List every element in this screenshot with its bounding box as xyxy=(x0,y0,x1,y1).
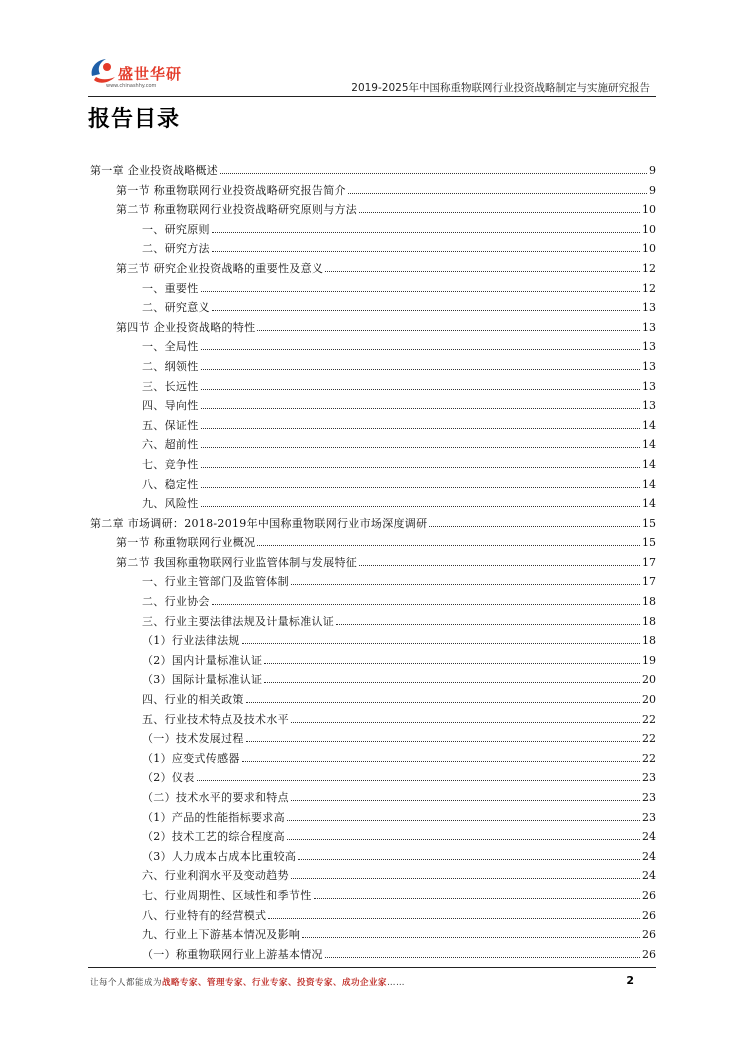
toc-entry-label: 第三节 研究企业投资战略的重要性及意义 xyxy=(116,261,324,275)
toc-entry-label: 二、研究方法 xyxy=(142,242,210,256)
toc-entry-page: 14 xyxy=(642,457,656,471)
toc-leader-dots xyxy=(201,291,641,292)
toc-entry-label: 二、纲领性 xyxy=(142,359,199,373)
toc-entry[interactable] xyxy=(90,867,656,887)
logo-text: 盛世华研 xyxy=(118,65,183,83)
toc-entry-page: 10 xyxy=(642,222,656,236)
toc-leader-dots xyxy=(291,800,640,801)
toc-leader-dots xyxy=(359,565,640,566)
footer-slogan-highlight: 战略专家、管理专家、行业专家、投资专家、成功企业家 xyxy=(162,978,388,988)
toc-leader-dots xyxy=(257,330,640,331)
toc-leader-dots xyxy=(325,957,640,958)
toc-entry[interactable] xyxy=(90,946,656,966)
toc-entry-page: 12 xyxy=(642,281,656,295)
toc-entry[interactable] xyxy=(90,299,656,319)
toc-leader-dots xyxy=(325,271,640,272)
document-title: 2019-2025年中国称重物联网行业投资战略制定与实施研究报告 xyxy=(351,82,650,94)
toc-entry-page: 17 xyxy=(642,575,656,589)
toc-entry-page: 26 xyxy=(642,928,656,942)
page-header xyxy=(88,50,656,96)
toc-entry-page: 18 xyxy=(642,614,656,628)
toc-entry[interactable] xyxy=(90,436,656,456)
toc-entry-page: 18 xyxy=(642,595,656,609)
toc-entry-label: 五、行业技术特点及技术水平 xyxy=(142,712,289,726)
toc-entry-page: 13 xyxy=(642,399,656,413)
toc-entry-page: 24 xyxy=(642,830,656,844)
toc-entry-label: 六、行业利润水平及变动趋势 xyxy=(142,869,289,883)
toc-entry-label: （1）行业法律法规 xyxy=(142,634,240,648)
toc-leader-dots xyxy=(242,761,640,762)
toc-leader-dots xyxy=(197,780,641,781)
toc-entry[interactable] xyxy=(90,554,656,574)
toc-entry-page: 12 xyxy=(642,261,656,275)
toc-leader-dots xyxy=(336,624,640,625)
toc-leader-dots xyxy=(246,741,640,742)
footer-slogan-prefix: 让每个人都能成为 xyxy=(90,978,163,988)
toc-leader-dots xyxy=(201,408,641,409)
toc-leader-dots xyxy=(201,506,641,507)
toc-entry[interactable] xyxy=(90,319,656,339)
toc-entry-label: 二、行业协会 xyxy=(142,595,210,609)
toc-entry[interactable] xyxy=(90,848,656,868)
toc-entry[interactable] xyxy=(90,378,656,398)
page-number: 2 xyxy=(626,974,634,987)
toc-entry[interactable] xyxy=(90,162,656,182)
toc-entry[interactable] xyxy=(90,417,656,437)
toc-entry[interactable] xyxy=(90,397,656,417)
toc-leader-dots xyxy=(201,487,641,488)
toc-entry-page: 15 xyxy=(642,516,656,530)
toc-entry-label: （2）技术工艺的综合程度高 xyxy=(142,830,285,844)
toc-entry[interactable] xyxy=(90,534,656,554)
toc-entry[interactable] xyxy=(90,691,656,711)
toc-entry-page: 9 xyxy=(649,164,656,177)
toc-entry[interactable] xyxy=(90,652,656,672)
toc-entry[interactable] xyxy=(90,769,656,789)
toc-entry[interactable] xyxy=(90,809,656,829)
toc-entry-page: 19 xyxy=(642,653,656,667)
toc-leader-dots xyxy=(242,643,640,644)
toc-entry[interactable] xyxy=(90,182,656,202)
toc-leader-dots xyxy=(291,878,640,879)
toc-leader-dots xyxy=(287,820,640,821)
toc-leader-dots xyxy=(246,702,640,703)
toc-entry-label: （2）仪表 xyxy=(142,771,195,785)
toc-entry-page: 18 xyxy=(642,634,656,648)
toc-entry[interactable] xyxy=(90,711,656,731)
toc-leader-dots xyxy=(429,526,640,527)
toc-entry-label: 第一章 企业投资战略概述 xyxy=(90,164,219,177)
toc-entry-label: （一）称重物联网行业上游基本情况 xyxy=(142,947,323,961)
toc-entry[interactable] xyxy=(90,593,656,613)
toc-leader-dots xyxy=(257,545,640,546)
toc-leader-dots xyxy=(264,663,640,664)
toc-leader-dots xyxy=(302,937,640,938)
footer-slogan-suffix: …… xyxy=(387,978,406,988)
toc-entry[interactable] xyxy=(90,201,656,221)
toc-entry[interactable] xyxy=(90,358,656,378)
toc-entry-label: 七、行业周期性、区域性和季节性 xyxy=(142,888,312,902)
toc-entry-page: 23 xyxy=(642,810,656,824)
toc-entry[interactable] xyxy=(90,476,656,496)
footer-slogan xyxy=(90,976,405,988)
toc-leader-dots xyxy=(212,251,640,252)
toc-entry-label: 二、研究意义 xyxy=(142,301,210,315)
toc-leader-dots xyxy=(201,369,641,370)
toc-leader-dots xyxy=(287,839,640,840)
toc-leader-dots xyxy=(348,193,647,194)
toc-entry[interactable] xyxy=(90,887,656,907)
toc-entry-label: （1）产品的性能指标要求高 xyxy=(142,810,285,824)
toc-entry[interactable] xyxy=(90,495,656,515)
toc-entry[interactable] xyxy=(90,613,656,633)
toc-entry-page: 13 xyxy=(642,301,656,315)
toc-entry-page: 22 xyxy=(642,732,656,746)
toc-entry-page: 22 xyxy=(642,712,656,726)
toc-entry-label: 第一节 称重物联网行业概况 xyxy=(116,536,256,550)
toc-entry-label: 六、超前性 xyxy=(142,438,199,452)
toc-entry[interactable] xyxy=(90,632,656,652)
toc-entry-page: 22 xyxy=(642,751,656,765)
toc-entry[interactable] xyxy=(90,828,656,848)
toc-entry-page: 26 xyxy=(642,947,656,961)
toc-entry-label: 五、保证性 xyxy=(142,418,199,432)
toc-entry[interactable] xyxy=(90,456,656,476)
toc-entry[interactable] xyxy=(90,750,656,770)
toc-entry-page: 15 xyxy=(642,536,656,550)
toc-entry-label: 三、行业主要法律法规及计量标准认证 xyxy=(142,614,335,628)
toc-entry-label: （3）国际计量标准认证 xyxy=(142,673,263,687)
toc-leader-dots xyxy=(212,232,640,233)
toc-leader-dots xyxy=(212,310,640,311)
toc-entry-label: （二）技术水平的要求和特点 xyxy=(142,791,289,804)
toc-entry[interactable] xyxy=(90,240,656,260)
toc-entry-page: 14 xyxy=(642,497,656,511)
toc-entry[interactable] xyxy=(90,221,656,241)
toc-entry-page: 13 xyxy=(642,320,656,334)
table-of-contents xyxy=(90,162,656,965)
footer-divider xyxy=(88,967,656,968)
toc-entry[interactable] xyxy=(90,515,656,535)
toc-leader-dots xyxy=(291,584,640,585)
toc-entry-page: 9 xyxy=(649,183,656,197)
toc-leader-dots xyxy=(201,428,641,429)
toc-entry-label: 第一节 称重物联网行业投资战略研究报告简介 xyxy=(116,183,346,197)
toc-leader-dots xyxy=(268,918,640,919)
toc-leader-dots xyxy=(220,173,647,174)
toc-entry-label: （2）国内计量标准认证 xyxy=(142,653,263,667)
toc-entry-page: 23 xyxy=(642,771,656,785)
toc-leader-dots xyxy=(201,389,641,390)
toc-entry-page: 14 xyxy=(642,477,656,491)
logo-url: www.chinashhy.com xyxy=(106,83,157,89)
toc-entry-label: 第二节 称重物联网行业投资战略研究原则与方法 xyxy=(116,203,358,217)
header-divider xyxy=(88,96,656,97)
toc-entry-label: 七、竞争性 xyxy=(142,457,199,471)
toc-entry-label: 八、稳定性 xyxy=(142,477,199,491)
toc-entry-label: 一、全局性 xyxy=(142,340,199,354)
toc-entry-label: 一、研究原则 xyxy=(142,222,210,236)
toc-entry-page: 13 xyxy=(642,340,656,354)
toc-entry-label: （1）应变式传感器 xyxy=(142,751,240,765)
toc-entry[interactable] xyxy=(90,926,656,946)
toc-entry-page: 20 xyxy=(642,673,656,687)
toc-leader-dots xyxy=(201,467,641,468)
toc-entry-page: 20 xyxy=(642,693,656,707)
toc-entry[interactable] xyxy=(90,730,656,750)
toc-entry-page: 26 xyxy=(642,888,656,902)
toc-entry[interactable] xyxy=(90,260,656,280)
toc-leader-dots xyxy=(298,859,640,860)
toc-entry-label: 四、行业的相关政策 xyxy=(142,693,244,707)
toc-entry-page: 24 xyxy=(642,869,656,883)
toc-entry[interactable] xyxy=(90,789,656,809)
toc-entry[interactable] xyxy=(90,338,656,358)
toc-entry-label: 第四节 企业投资战略的特性 xyxy=(116,320,256,334)
toc-leader-dots xyxy=(264,682,640,683)
toc-entry-page: 13 xyxy=(642,359,656,373)
toc-leader-dots xyxy=(359,212,640,213)
toc-entry-page: 17 xyxy=(642,555,656,569)
toc-entry-label: 三、长远性 xyxy=(142,379,199,393)
toc-entry-label: 九、行业上下游基本情况及影响 xyxy=(142,928,301,942)
toc-entry-label: 四、导向性 xyxy=(142,399,199,413)
toc-entry-label: 第二节 我国称重物联网行业监管体制与发展特征 xyxy=(116,555,358,569)
toc-entry-page: 14 xyxy=(642,418,656,432)
toc-entry[interactable] xyxy=(90,280,656,300)
toc-entry-label: 第二章 市场调研：2018-2019年中国称重物联网行业市场深度调研 xyxy=(90,516,428,530)
toc-leader-dots xyxy=(291,722,640,723)
toc-entry[interactable] xyxy=(90,907,656,927)
toc-entry-page: 23 xyxy=(642,791,656,804)
toc-entry-label: 一、重要性 xyxy=(142,281,199,295)
toc-entry-page: 10 xyxy=(642,242,656,256)
toc-leader-dots xyxy=(201,349,641,350)
toc-entry[interactable] xyxy=(90,671,656,691)
toc-entry-label: （一）技术发展过程 xyxy=(142,732,244,746)
toc-entry-page: 26 xyxy=(642,908,656,922)
toc-entry-page: 10 xyxy=(642,203,656,217)
toc-leader-dots xyxy=(212,604,640,605)
toc-entry-label: 八、行业特有的经营模式 xyxy=(142,908,267,922)
page-title: 报告目录 xyxy=(88,107,181,132)
toc-entry-label: 九、风险性 xyxy=(142,497,199,511)
toc-entry-page: 24 xyxy=(642,849,656,863)
toc-leader-dots xyxy=(201,447,641,448)
toc-leader-dots xyxy=(314,898,641,899)
toc-entry-page: 13 xyxy=(642,379,656,393)
toc-entry[interactable] xyxy=(90,573,656,593)
toc-entry-label: 一、行业主管部门及监管体制 xyxy=(142,575,289,589)
toc-entry-page: 14 xyxy=(642,438,656,452)
toc-entry-label: （3）人力成本占成本比重较高 xyxy=(142,849,297,863)
